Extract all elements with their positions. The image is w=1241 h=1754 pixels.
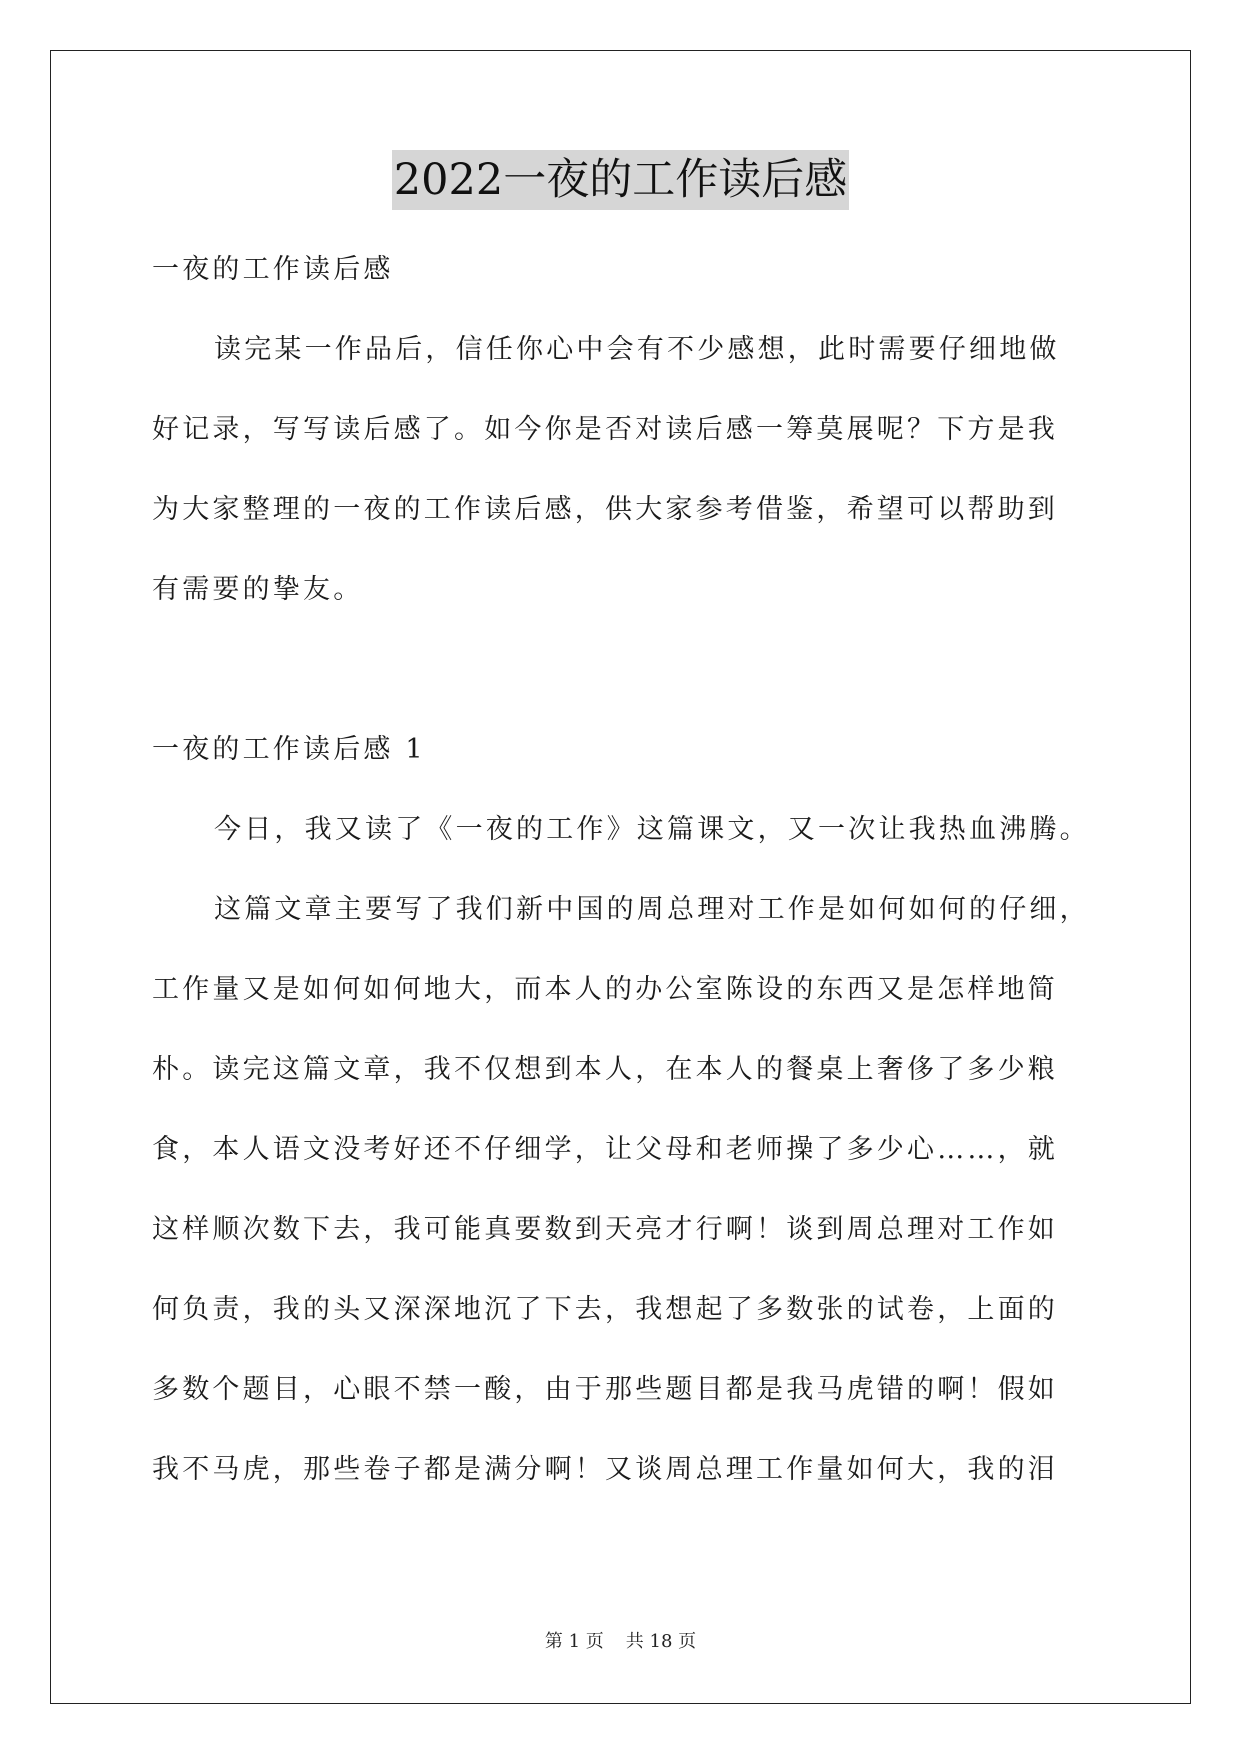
intro-line: 为大家整理的一夜的工作读后感，供大家参考借鉴，希望可以帮助到 — [152, 494, 1058, 525]
intro-heading: 一夜的工作读后感 — [152, 254, 394, 285]
intro-line: 读完某一作品后，信任你心中会有不少感想，此时需要仔细地做 — [214, 334, 1060, 365]
document-title: 2022一夜的工作读后感 — [392, 150, 849, 210]
paragraph-line: 这样顺次数下去，我可能真要数到天亮才行啊！谈到周总理对工作如 — [152, 1214, 1058, 1245]
section-spacer — [152, 630, 1092, 710]
page-total: 共 18 页 — [625, 1631, 697, 1652]
paragraph-line: 何负责，我的头又深深地沉了下去，我想起了多数张的试卷，上面的 — [152, 1294, 1058, 1325]
paragraph-line: 我不马虎，那些卷子都是满分啊！又谈周总理工作量如何大，我的泪 — [152, 1454, 1058, 1485]
paragraph-line: 今日，我又读了《一夜的工作》这篇课文，又一次让我热血沸腾。 — [214, 814, 1090, 845]
title-wrapper — [0, 150, 1241, 210]
page-number: 第 1 页 — [544, 1631, 604, 1652]
section-heading: 一夜的工作读后感 1 — [152, 734, 426, 765]
paragraph-line: 食，本人语文没考好还不仔细学，让父母和老师操了多少心……，就 — [152, 1134, 1058, 1165]
paragraph-line: 朴。读完这篇文章，我不仅想到本人，在本人的餐桌上奢侈了多少粮 — [152, 1054, 1058, 1085]
paragraph-line: 工作量又是如何如何地大，而本人的办公室陈设的东西又是怎样地简 — [152, 974, 1058, 1005]
page-footer — [0, 1627, 1241, 1653]
paragraph-line: 这篇文章主要写了我们新中国的周总理对工作是如何如何的仔细， — [214, 894, 1090, 925]
intro-line: 有需要的挚友。 — [152, 574, 364, 605]
document-body — [152, 230, 1092, 1510]
paragraph-line: 多数个题目，心眼不禁一酸，由于那些题目都是我马虎错的啊！假如 — [152, 1374, 1058, 1405]
intro-line: 好记录，写写读后感了。如今你是否对读后感一筹莫展呢？下方是我 — [152, 414, 1058, 445]
